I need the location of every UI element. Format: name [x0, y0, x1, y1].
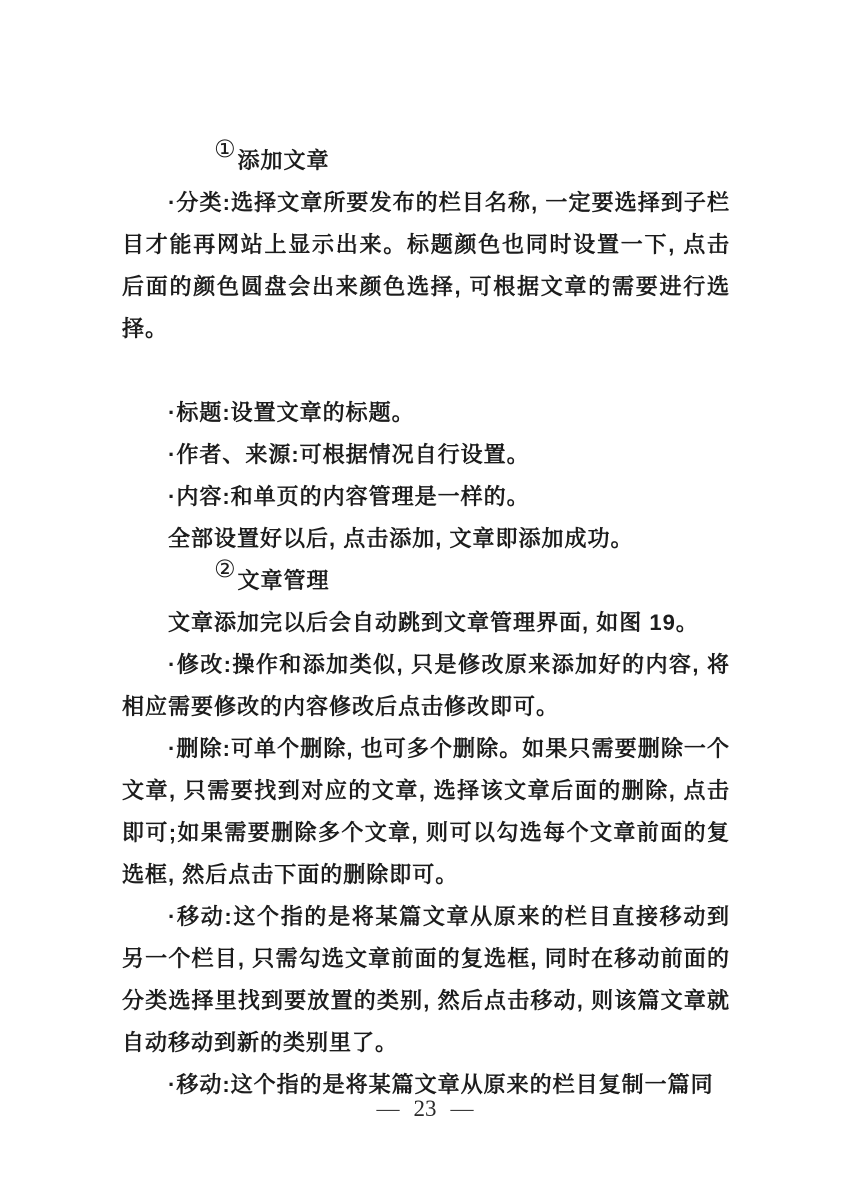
paragraph-move: ·移动:这个指的是将某篇文章从原来的栏目直接移动到另一个栏目, 只需勾选文章前面的复选框, 同时在移动前面的分类选择里找到要放置的类别, 然后点击移动, 则该篇文章就自动移动到新的类别里了。: [122, 904, 730, 1055]
section-title-manage-article: 文章管理: [237, 568, 330, 593]
paragraph-modify: ·修改:操作和添加类似, 只是修改原来添加好的内容, 将相应需要修改的内容修改后点击修改即可。: [122, 652, 730, 719]
section-title-add-article: 添加文章: [237, 148, 330, 173]
footer-right-dash: —: [450, 1096, 474, 1121]
paragraph-delete: ·删除:可单个删除, 也可多个删除。如果只需要删除一个文章, 只需要找到对应的文章, 选择该文章后面的删除, 点击即可;如果需要删除多个文章, 则可以勾选每个文章前面的复选框, 然后点击下面的删除即可。: [122, 736, 730, 887]
paragraph-category: ·分类:选择文章所要发布的栏目名称, 一定要选择到子栏目才能再网站上显示出来。标题颜色也同时设置一下, 点击后面的颜色圆盘会出来颜色选择, 可根据文章的需要进行选择。: [122, 190, 730, 341]
section-heading-add-article: [122, 136, 730, 182]
paragraph-title: ·标题:设置文章的标题。: [168, 400, 415, 425]
paragraph-auto-jump: 文章添加完以后会自动跳到文章管理界面, 如图 19。: [168, 610, 699, 635]
paragraph-author-source: ·作者、来源:可根据情况自行设置。: [168, 442, 530, 467]
paragraph-content: ·内容:和单页的内容管理是一样的。: [168, 484, 530, 509]
document-body: [122, 136, 730, 1106]
circled-number-2: ②: [214, 556, 236, 583]
paragraph-move-copy: ·移动:这个指的是将某篇文章从原来的栏目复制一篇同: [168, 1072, 714, 1097]
page-number: 23: [413, 1096, 437, 1121]
page-footer: [0, 1096, 850, 1122]
paragraph-after-setup: 全部设置好以后, 点击添加, 文章即添加成功。: [168, 526, 634, 551]
circled-number-1: ①: [214, 136, 236, 163]
footer-left-dash: —: [376, 1096, 400, 1121]
section-heading-manage-article: [122, 556, 730, 602]
